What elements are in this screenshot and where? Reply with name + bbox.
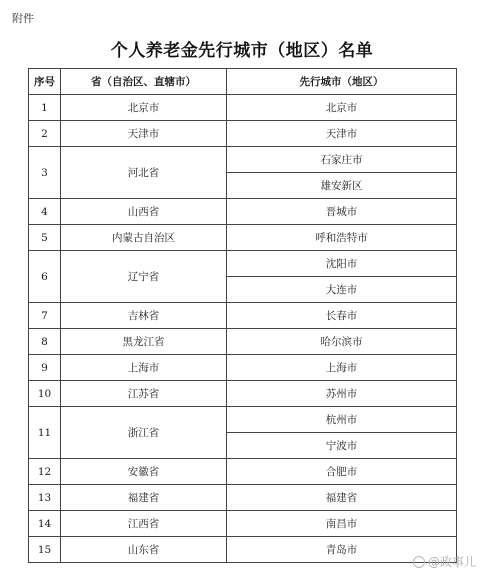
row-province-cell: 河北省 [61, 147, 227, 199]
row-province-cell: 内蒙古自治区 [61, 225, 227, 251]
row-city-cell: 石家庄市 [227, 147, 457, 173]
row-city-cell: 苏州市 [227, 381, 457, 407]
row-serial-cell: 13 [29, 485, 61, 511]
table-row [29, 95, 457, 121]
row-city-cell: 合肥市 [227, 459, 457, 485]
table-row [29, 199, 457, 225]
row-serial-cell: 4 [29, 199, 61, 225]
watermark [413, 553, 476, 570]
row-serial-cell: 12 [29, 459, 61, 485]
table-row [29, 511, 457, 537]
row-province-cell: 天津市 [61, 121, 227, 147]
row-city-cell: 长春市 [227, 303, 457, 329]
row-serial-cell: 15 [29, 537, 61, 563]
row-province-cell: 上海市 [61, 355, 227, 381]
row-province-cell: 吉林省 [61, 303, 227, 329]
row-city-cell: 青岛市 [227, 537, 457, 563]
row-city-cell: 上海市 [227, 355, 457, 381]
table-row [29, 251, 457, 277]
row-city-cell: 沈阳市 [227, 251, 457, 277]
circle-logo-icon [413, 556, 425, 568]
table-row [29, 407, 457, 433]
row-province-cell: 福建省 [61, 485, 227, 511]
row-city-cell: 南昌市 [227, 511, 457, 537]
pilot-city-table [28, 68, 457, 563]
table-row [29, 537, 457, 563]
row-serial-cell: 9 [29, 355, 61, 381]
row-serial-cell: 2 [29, 121, 61, 147]
row-city-cell: 杭州市 [227, 407, 457, 433]
table-row [29, 355, 457, 381]
row-serial-cell: 7 [29, 303, 61, 329]
row-serial-cell: 3 [29, 147, 61, 199]
table-header-row [29, 69, 457, 95]
row-province-cell: 安徽省 [61, 459, 227, 485]
row-city-cell: 天津市 [227, 121, 457, 147]
row-province-cell: 浙江省 [61, 407, 227, 459]
row-province-cell: 山东省 [61, 537, 227, 563]
row-serial-cell: 6 [29, 251, 61, 303]
row-city-cell: 呼和浩特市 [227, 225, 457, 251]
row-city-cell: 晋城市 [227, 199, 457, 225]
table-body [29, 95, 457, 563]
row-city-cell: 福建省 [227, 485, 457, 511]
header-province: 省（自治区、直辖市） [61, 69, 227, 95]
row-serial-cell: 14 [29, 511, 61, 537]
table-row [29, 147, 457, 173]
row-province-cell: 江西省 [61, 511, 227, 537]
row-province-cell: 山西省 [61, 199, 227, 225]
row-serial-cell: 1 [29, 95, 61, 121]
header-serial: 序号 [29, 69, 61, 95]
table-row [29, 225, 457, 251]
table-row [29, 459, 457, 485]
table-row [29, 485, 457, 511]
row-serial-cell: 10 [29, 381, 61, 407]
watermark-text: @政事儿 [427, 555, 476, 569]
row-serial-cell: 5 [29, 225, 61, 251]
row-serial-cell: 11 [29, 407, 61, 459]
table-row [29, 381, 457, 407]
row-city-cell: 大连市 [227, 277, 457, 303]
document-title: 个人养老金先行城市（地区）名单 [110, 41, 374, 61]
row-province-cell: 北京市 [61, 95, 227, 121]
header-city: 先行城市（地区） [227, 69, 457, 95]
row-serial-cell: 8 [29, 329, 61, 355]
row-city-cell: 雄安新区 [227, 173, 457, 199]
table-row [29, 329, 457, 355]
row-province-cell: 黑龙江省 [61, 329, 227, 355]
row-city-cell: 北京市 [227, 95, 457, 121]
row-province-cell: 辽宁省 [61, 251, 227, 303]
row-province-cell: 江苏省 [61, 381, 227, 407]
row-city-cell: 宁波市 [227, 433, 457, 459]
attachment-label: 附件 [12, 12, 34, 25]
table-row [29, 121, 457, 147]
table-row [29, 303, 457, 329]
row-city-cell: 哈尔滨市 [227, 329, 457, 355]
